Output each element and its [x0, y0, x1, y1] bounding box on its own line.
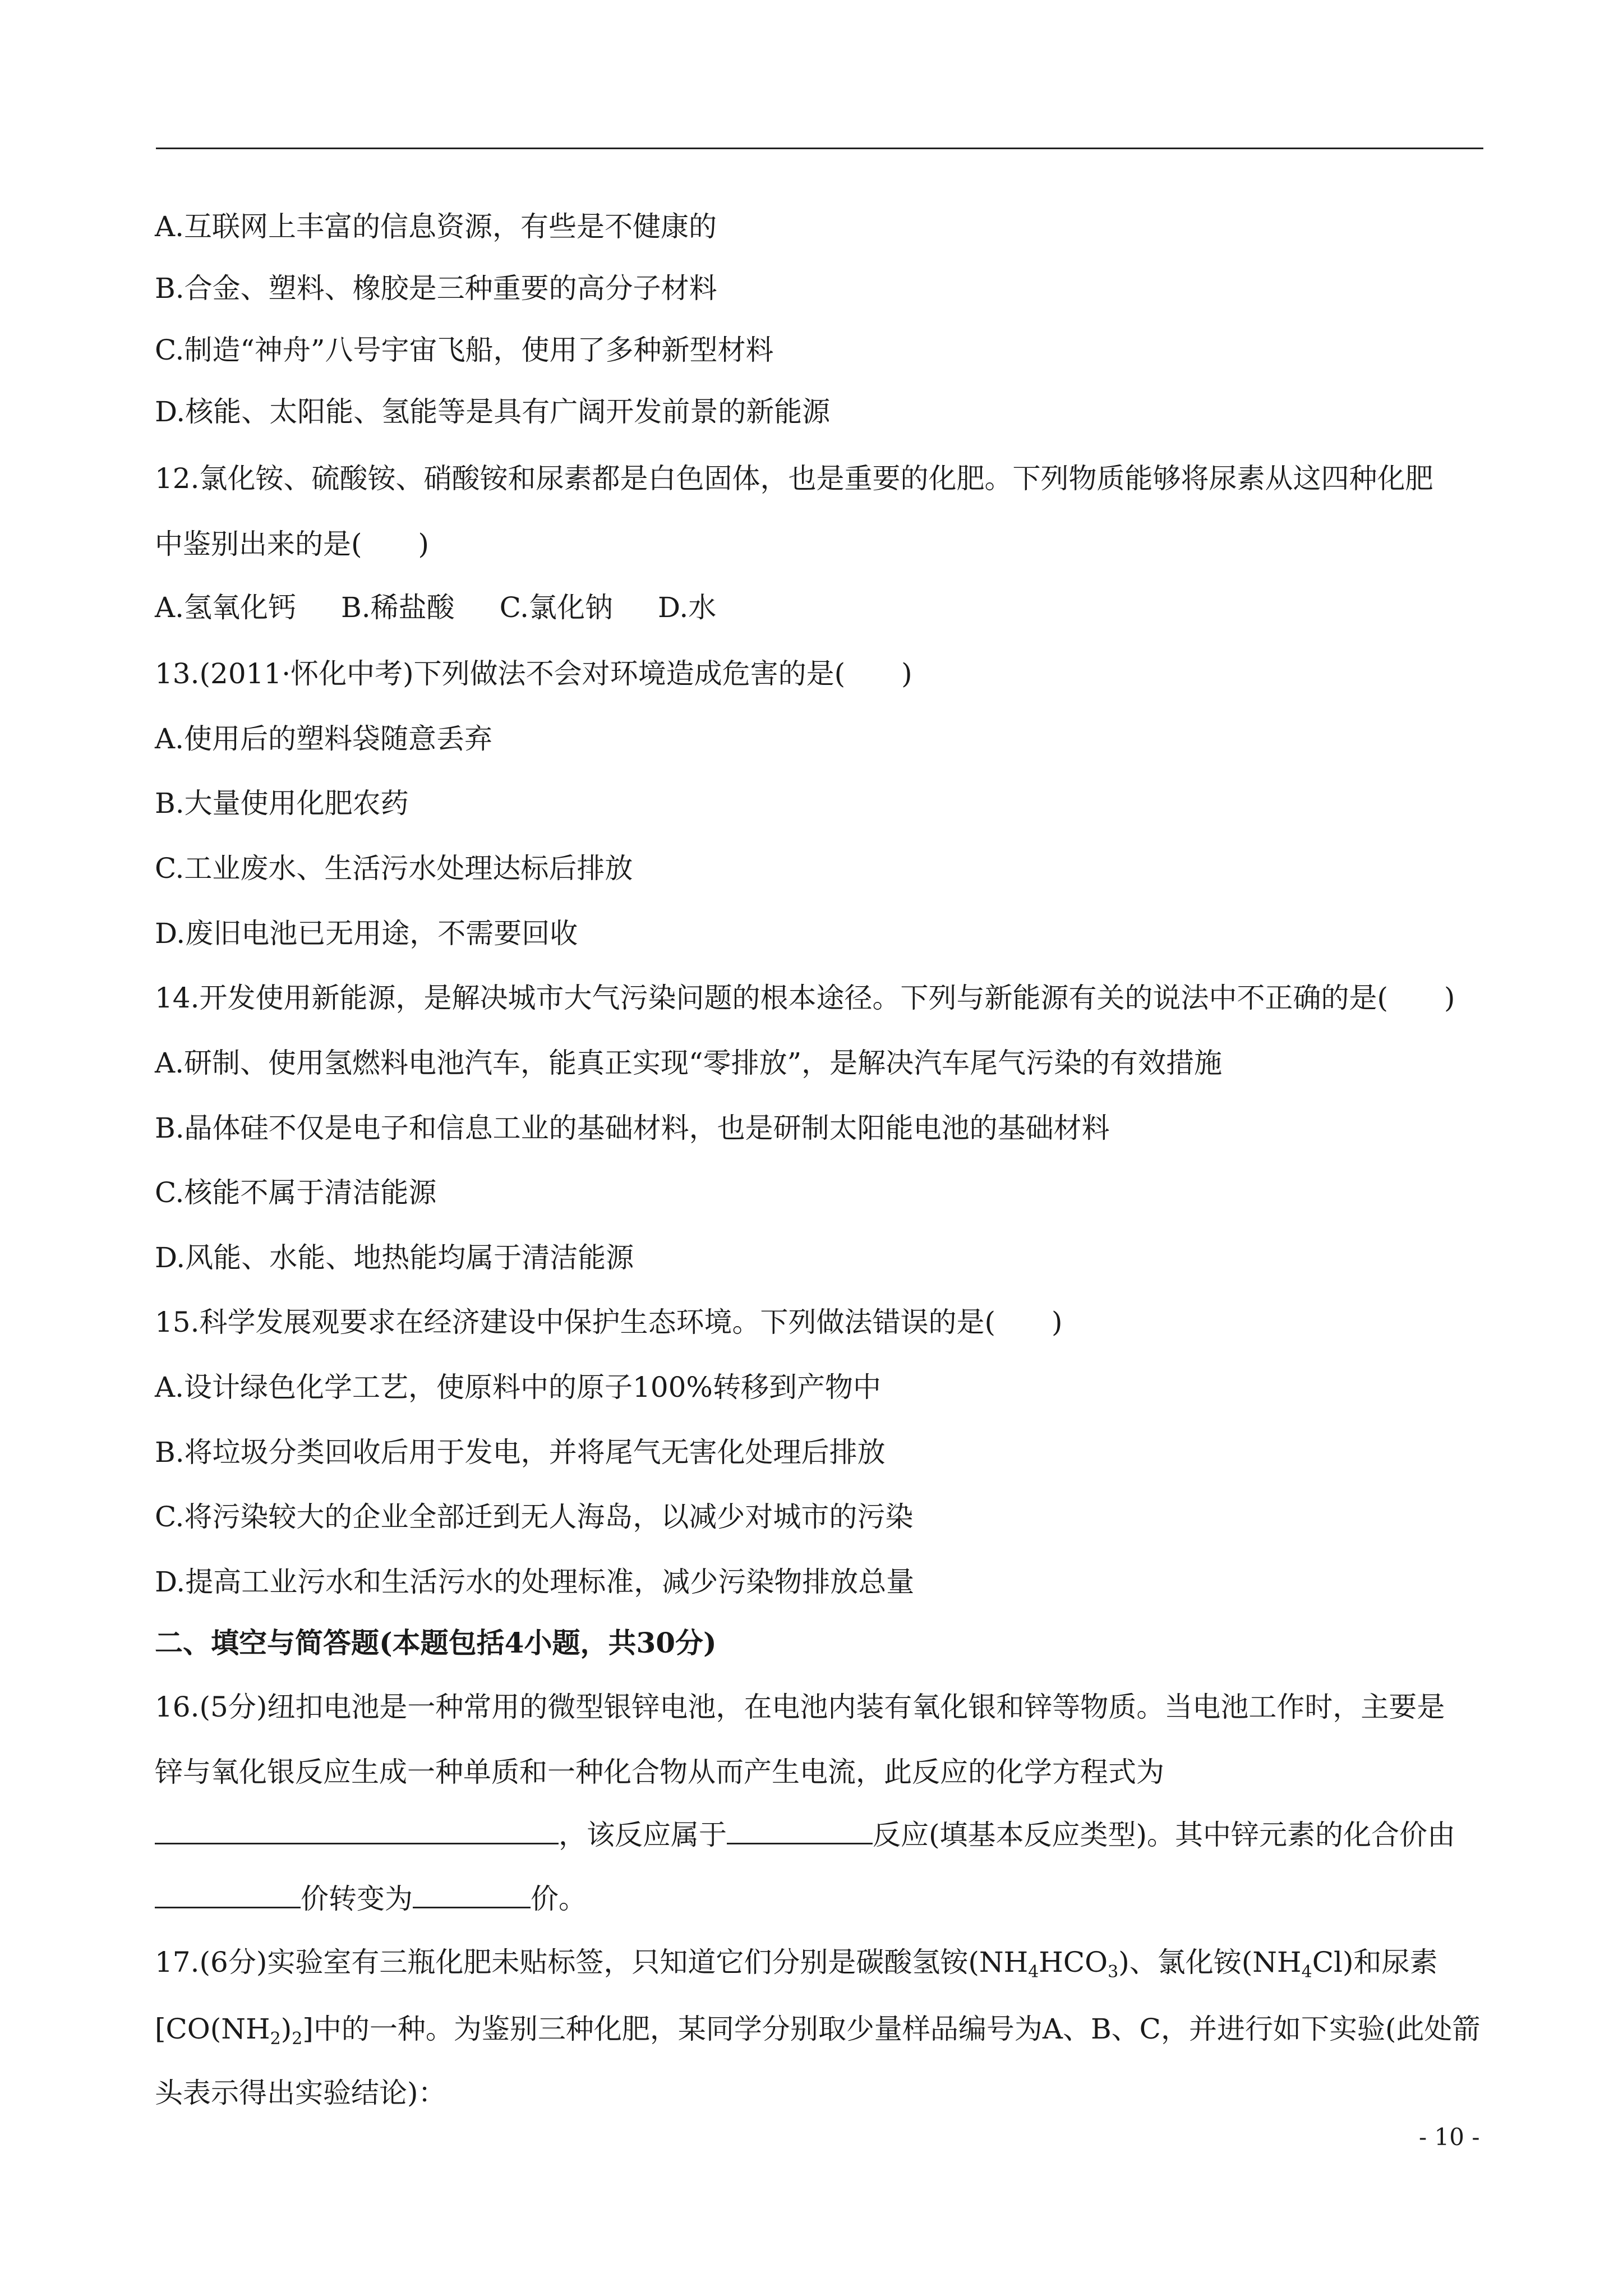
header-rule: [156, 148, 1483, 149]
q14-stem: 14.开发使用新能源，是解决城市大气污染问题的根本途径。下列与新能源有关的说法中不正确的是( ): [155, 982, 1455, 1014]
q11-option-c: C.制造“神舟”八号宇宙飞船，使用了多种新型材料: [155, 334, 774, 366]
subscript: 4: [1028, 1962, 1039, 1982]
q13-option-c: C.工业废水、生活污水处理达标后排放: [155, 852, 633, 885]
q12-option-d: D.水: [658, 591, 717, 624]
q16-blanks-line1: [155, 1815, 1490, 1855]
q11-option-b: B.合金、塑料、橡胶是三种重要的高分子材料: [155, 272, 717, 305]
q16-text: ，该反应属于: [559, 1819, 727, 1851]
section-2-heading: 二、填空与简答题(本题包括4小题，共30分): [155, 1626, 717, 1659]
q12-options: [155, 588, 1490, 627]
q14-option-a: A.研制、使用氢燃料电池汽车，能真正实现“零排放”，是解决汽车尾气污染的有效措施: [155, 1047, 1223, 1079]
q17-text: Cl)和尿素: [1312, 1946, 1438, 1978]
q12-option-a: A.氢氧化钙: [155, 591, 297, 624]
q16-text: 价转变为: [301, 1883, 413, 1915]
q17-text: ]中的一种。为鉴别三种化肥，某同学分别取少量样品编号为A、B、C，并进行如下实验(此处箭: [302, 2013, 1481, 2045]
q17-text: [CO(NH: [155, 2013, 270, 2045]
q14-option-b: B.晶体硅不仅是电子和信息工业的基础材料，也是研制太阳能电池的基础材料: [155, 1112, 1110, 1144]
subscript: 3: [1108, 1962, 1119, 1982]
q17-stem-line1: [155, 1943, 1490, 1992]
q16-reaction-type-blank[interactable]: [727, 1818, 873, 1844]
q12-option-c: C.氯化钠: [499, 591, 614, 624]
q12-stem-line1: 12.氯化铵、硫酸铵、硝酸铵和尿素都是白色固体，也是重要的化肥。下列物质能够将尿素从这四种化肥: [155, 462, 1433, 495]
q17-stem-line3: 头表示得出实验结论)：: [155, 2077, 446, 2109]
subscript: 2: [270, 2029, 281, 2049]
q17-stem-line2: [155, 2009, 1490, 2059]
q11-option-a: A.互联网上丰富的信息资源，有些是不健康的: [155, 210, 717, 243]
subscript: 4: [1301, 1962, 1312, 1982]
q15-stem: 15.科学发展观要求在经济建设中保护生态环境。下列做法错误的是( ): [155, 1306, 1063, 1338]
q14-option-c: C.核能不属于清洁能源: [155, 1176, 437, 1209]
q15-option-d: D.提高工业污水和生活污水的处理标准，减少污染物排放总量: [155, 1566, 915, 1598]
q16-text: 价。: [531, 1883, 587, 1915]
q15-option-c: C.将污染较大的企业全部迁到无人海岛，以减少对城市的污染: [155, 1501, 914, 1533]
subscript: 2: [292, 2029, 303, 2049]
q16-stem-line1: 16.(5分)纽扣电池是一种常用的微型银锌电池，在电池内装有氧化银和锌等物质。当电池工作时，主要是: [155, 1691, 1445, 1723]
q12-option-b: B.稀盐酸: [341, 591, 455, 624]
q17-text: 17.(6分)实验室有三瓶化肥未贴标签，只知道它们分别是碳酸氢铵(NH: [155, 1946, 1029, 1978]
q13-option-a: A.使用后的塑料袋随意丢弃: [155, 723, 493, 755]
q16-valence-to-blank[interactable]: [413, 1882, 531, 1908]
q15-option-b: B.将垃圾分类回收后用于发电，并将尾气无害化处理后排放: [155, 1436, 886, 1469]
q16-stem-line2: 锌与氧化银反应生成一种单质和一种化合物从而产生电流，此反应的化学方程式为: [155, 1756, 1164, 1788]
q16-blanks-line2: [155, 1879, 1490, 1918]
q13-stem: 13.(2011·怀化中考)下列做法不会对环境造成危害的是( ): [155, 657, 912, 690]
q13-option-d: D.废旧电池已无用途，不需要回收: [155, 917, 578, 950]
q14-option-d: D.风能、水能、地热能均属于清洁能源: [155, 1241, 634, 1274]
q15-option-a: A.设计绿色化学工艺，使原料中的原子100%转移到产物中: [155, 1371, 881, 1404]
page-number: - 10 -: [1419, 2123, 1480, 2151]
q16-equation-blank[interactable]: [155, 1818, 559, 1844]
q17-text: )、氯化铵(NH: [1118, 1946, 1302, 1978]
q11-option-d: D.核能、太阳能、氢能等是具有广阔开发前景的新能源: [155, 395, 831, 428]
q17-text: ): [280, 2013, 292, 2045]
q12-stem-line2: 中鉴别出来的是( ): [155, 528, 430, 560]
q16-valence-from-blank[interactable]: [155, 1882, 301, 1908]
q16-text: 反应(填基本反应类型)。其中锌元素的化合价由: [873, 1819, 1456, 1851]
q13-option-b: B.大量使用化肥农药: [155, 787, 409, 820]
q17-text: HCO: [1039, 1946, 1108, 1978]
